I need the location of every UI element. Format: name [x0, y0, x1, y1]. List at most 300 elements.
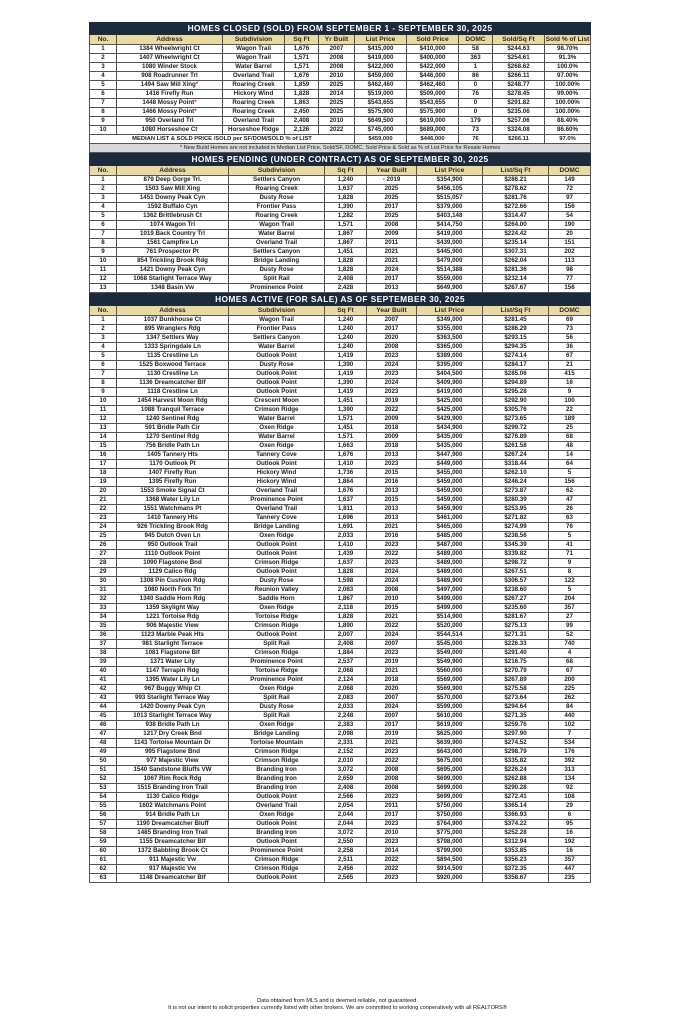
cell-text: 7 — [567, 730, 572, 737]
table-cell — [493, 117, 545, 126]
cell-text: $643,000 — [436, 748, 463, 755]
cell-text: 84 — [566, 703, 573, 710]
cell-text: $312.94 — [504, 838, 527, 845]
table-cell — [549, 424, 591, 433]
cell-text: $259.76 — [504, 721, 527, 728]
table-cell — [407, 63, 459, 72]
table-cell — [117, 613, 229, 622]
cell-text: $297.90 — [504, 730, 527, 737]
table-cell — [117, 212, 229, 221]
cell-text: 1110 Outlook Point — [144, 550, 201, 557]
active-homes-table — [89, 293, 591, 883]
table-cell — [549, 451, 591, 460]
cell-text: 1221 Tortoise Rdg — [145, 613, 200, 620]
cell-text: 363 — [470, 54, 481, 61]
cell-text: $244.63 — [507, 45, 530, 52]
table-row — [90, 640, 591, 649]
cell-text: 13 — [99, 424, 107, 431]
table-cell — [483, 257, 549, 266]
cell-text: 9 — [101, 248, 105, 255]
table-cell — [285, 81, 319, 90]
cell-text: 4 — [101, 343, 105, 350]
cell-text: 1170 Outlook Pt — [149, 460, 196, 467]
table-cell — [459, 99, 493, 108]
cell-text: 911 Majestic Vw — [149, 856, 196, 863]
cell-text: 1,240 — [337, 343, 354, 350]
cell-text: 29 — [99, 568, 107, 575]
table-cell — [90, 640, 117, 649]
table-cell — [117, 604, 229, 613]
cell-text: 761 Prospector Pt — [146, 248, 199, 255]
table-cell — [117, 108, 223, 117]
cell-text: Outlook Point — [256, 874, 297, 881]
table-cell — [367, 757, 417, 766]
cell-text: $366.93 — [504, 811, 527, 818]
table-cell — [483, 685, 549, 694]
cell-text: 21 — [566, 361, 573, 368]
col-header: List Price — [417, 166, 483, 176]
table-cell — [117, 505, 229, 514]
cell-text: 12 — [99, 415, 107, 422]
table-cell — [90, 865, 117, 874]
table-row — [90, 325, 591, 334]
table-cell — [229, 257, 325, 266]
cell-text: $459,900 — [436, 505, 463, 512]
cell-text: 906 Majestic View — [146, 622, 199, 629]
median-sold-price: $446,000 — [407, 135, 459, 144]
cell-text: $775,000 — [436, 829, 463, 836]
table-cell — [367, 176, 417, 185]
table-cell — [549, 847, 591, 856]
cell-text: 52 — [99, 775, 107, 782]
table-cell — [325, 325, 367, 334]
table-cell — [367, 613, 417, 622]
cell-text: 740 — [564, 640, 575, 647]
table-row — [90, 397, 591, 406]
cell-text: 51 — [99, 766, 107, 773]
cell-text: $465,000 — [436, 523, 463, 530]
table-row — [90, 316, 591, 325]
table-row — [90, 685, 591, 694]
cell-text: $699,000 — [436, 793, 463, 800]
table-cell — [549, 469, 591, 478]
cell-text: 908 Roadrunner Trl — [141, 72, 198, 79]
cell-text: 49 — [99, 748, 107, 755]
col-header: Sold/Sq Ft — [493, 35, 545, 45]
cell-text: 2,033 — [337, 703, 354, 710]
cell-text: 1,240 — [337, 325, 354, 332]
table-cell — [459, 63, 493, 72]
cell-text: $271.31 — [504, 631, 527, 638]
cell-text: 156 — [564, 203, 575, 210]
table-cell — [90, 424, 117, 433]
table-row — [90, 874, 591, 883]
table-cell — [417, 802, 483, 811]
cell-text: 2010 — [329, 117, 344, 124]
table-cell — [459, 108, 493, 117]
table-cell — [229, 451, 325, 460]
table-cell — [90, 694, 117, 703]
cell-text: Water Barrel — [258, 415, 295, 422]
table-cell — [325, 487, 367, 496]
cell-text: $254.61 — [507, 54, 530, 61]
cell-text: Crescent Moon — [254, 397, 299, 404]
cell-text: 917 Majestic Vw — [148, 865, 197, 872]
cell-text: Split Rail — [263, 694, 290, 701]
cell-text: $745,000 — [367, 126, 394, 133]
table-cell — [229, 415, 325, 424]
table-cell — [355, 72, 407, 81]
cell-text: 2,054 — [337, 802, 354, 809]
cell-text: 1,240 — [337, 176, 354, 183]
table-row — [90, 221, 591, 230]
cell-text: 1135 Crestline Ln — [147, 352, 198, 359]
cell-text: 967 Buggy Whip Ct — [144, 685, 201, 692]
table-cell — [417, 874, 483, 883]
cell-text: $497,000 — [436, 586, 463, 593]
table-cell — [117, 63, 223, 72]
table-cell — [367, 230, 417, 239]
cell-text: 45 — [99, 712, 107, 719]
cell-text: $275.13 — [504, 622, 527, 629]
table-row — [90, 126, 591, 135]
disclaimer-line-2: It is not our intent to solicit properties currently listed with other brokers. We are committed to working cooperatively with all REALTORS® — [168, 1005, 507, 1011]
cell-text: 39 — [99, 658, 107, 665]
table-cell — [90, 811, 117, 820]
table-cell — [90, 622, 117, 631]
table-cell — [229, 802, 325, 811]
cell-text: $570,000 — [436, 694, 463, 701]
cell-text: 6 — [101, 90, 105, 97]
table-cell — [90, 775, 117, 784]
table-cell — [367, 185, 417, 194]
cell-text: $246.24 — [504, 478, 527, 485]
table-cell — [117, 460, 229, 469]
cell-text: 2011 — [384, 802, 399, 809]
table-cell — [90, 847, 117, 856]
table-cell — [417, 685, 483, 694]
table-cell — [549, 739, 591, 748]
table-cell — [549, 721, 591, 730]
cell-text: 204 — [564, 595, 575, 602]
cell-text: 42 — [99, 685, 107, 692]
cell-text: $235.60 — [504, 604, 527, 611]
cell-text: 415 — [564, 370, 575, 377]
table-cell — [483, 316, 549, 325]
cell-text: 30 — [99, 577, 107, 584]
table-cell — [549, 622, 591, 631]
table-cell — [229, 194, 325, 203]
cell-text: $278.45 — [507, 90, 530, 97]
cell-text: 4 — [101, 203, 105, 210]
table-cell — [90, 802, 117, 811]
table-row — [90, 266, 591, 275]
cell-text: 1485 Branding Iron Trail — [137, 829, 208, 836]
cell-text: 1,240 — [337, 334, 354, 341]
table-cell — [549, 406, 591, 415]
cell-text: 1448 Mossy Point — [142, 99, 195, 106]
table-cell — [483, 433, 549, 442]
cell-text: 2023 — [384, 838, 399, 845]
table-cell — [117, 361, 229, 370]
table-cell — [549, 559, 591, 568]
cell-text: 7 — [101, 99, 105, 106]
table-cell — [483, 838, 549, 847]
cell-text: 2013 — [384, 505, 399, 512]
table-cell — [483, 212, 549, 221]
table-cell — [417, 325, 483, 334]
table-cell — [117, 343, 229, 352]
table-cell — [117, 334, 229, 343]
cell-text: 33 — [99, 604, 107, 611]
cell-text: 10 — [99, 126, 107, 133]
table-row — [90, 604, 591, 613]
cell-text: $232.14 — [504, 275, 527, 282]
table-cell — [417, 865, 483, 874]
table-cell — [325, 424, 367, 433]
cell-text: 1466 Mossy Point — [142, 108, 195, 115]
cell-text: 20 — [566, 230, 573, 237]
table-cell — [483, 343, 549, 352]
table-cell — [117, 221, 229, 230]
cell-text: 895 Wranglers Rdg — [144, 325, 201, 332]
table-cell — [483, 451, 549, 460]
cell-text: 95 — [566, 820, 573, 827]
table-cell — [229, 424, 325, 433]
table-cell — [549, 257, 591, 266]
cell-text: 192 — [564, 838, 575, 845]
cell-text: $599,000 — [436, 703, 463, 710]
table-cell — [325, 460, 367, 469]
cell-text: Outlook Point — [256, 541, 297, 548]
cell-text: $224.42 — [504, 230, 527, 237]
cell-text: 1,451 — [337, 424, 354, 431]
table-cell — [417, 514, 483, 523]
table-cell — [325, 784, 367, 793]
cell-text: $264.00 — [504, 221, 527, 228]
table-cell — [417, 721, 483, 730]
table-cell — [117, 865, 229, 874]
table-cell — [117, 442, 229, 451]
cell-text: 2,659 — [337, 775, 354, 782]
cell-text: 1,571 — [293, 63, 310, 70]
cell-text: 447 — [564, 865, 575, 872]
table-cell — [483, 793, 549, 802]
table-cell — [325, 613, 367, 622]
table-cell — [417, 784, 483, 793]
cell-text: 26 — [566, 505, 573, 512]
pending-homes-table — [89, 153, 591, 293]
table-cell — [325, 802, 367, 811]
table-cell — [367, 730, 417, 739]
table-cell — [117, 856, 229, 865]
table-row — [90, 54, 591, 63]
table-row — [90, 739, 591, 748]
cell-text: 262 — [564, 694, 575, 701]
table-cell — [229, 865, 325, 874]
cell-text: $750,000 — [436, 802, 463, 809]
cell-text: $298.79 — [504, 748, 527, 755]
cell-text: 993 Starlight Terrace Way — [135, 694, 210, 701]
cell-text: $419,000 — [367, 54, 394, 61]
cell-text: 1067 Rim Rock Rdg — [143, 775, 202, 782]
table-cell — [325, 379, 367, 388]
cell-text: 2022 — [329, 126, 344, 133]
cell-text: $306.57 — [504, 577, 527, 584]
cell-text: $299.72 — [504, 424, 527, 431]
table-cell — [319, 72, 355, 81]
col-header: List/Sq Ft — [483, 306, 549, 316]
cell-text: Outlook Point — [256, 388, 297, 395]
table-cell — [325, 334, 367, 343]
cell-text: $699,000 — [436, 784, 463, 791]
table-cell — [325, 874, 367, 883]
cell-text: 1081 Flagstone Blf — [145, 649, 200, 656]
table-cell — [90, 90, 117, 99]
cell-text: 2025 — [329, 81, 344, 88]
col-header: Sold % of List — [545, 36, 590, 43]
cell-text: 6 — [101, 221, 105, 228]
cell-text: $489,900 — [436, 577, 463, 584]
cell-text: $274.14 — [504, 352, 527, 359]
cell-text: 2008 — [329, 63, 344, 70]
table-cell — [229, 541, 325, 550]
table-cell — [549, 685, 591, 694]
cell-text: $292.90 — [504, 397, 527, 404]
table-cell — [229, 757, 325, 766]
cell-text: 2023 — [384, 793, 399, 800]
table-cell — [367, 433, 417, 442]
table-cell — [117, 257, 229, 266]
cell-text: 54 — [566, 212, 573, 219]
cell-text: 6 — [101, 361, 105, 368]
cell-text: $275.58 — [504, 685, 527, 692]
cell-text: Overland Trail — [255, 505, 298, 512]
table-cell — [549, 703, 591, 712]
cell-text: 1,282 — [337, 212, 354, 219]
col-header: DOMC — [549, 306, 591, 316]
table-row — [90, 460, 591, 469]
cell-text: $294.64 — [504, 703, 527, 710]
col-header: List Price — [355, 35, 407, 45]
table-cell — [549, 631, 591, 640]
table-cell — [417, 248, 483, 257]
cell-text: 99.00% — [557, 90, 579, 97]
table-cell — [117, 622, 229, 631]
table-cell — [483, 194, 549, 203]
cell-text: $560,000 — [436, 667, 463, 674]
cell-text: $314.47 — [504, 212, 527, 219]
cell-text: 91.3% — [558, 54, 577, 61]
cell-text: $267.89 — [504, 676, 527, 683]
table-cell — [549, 568, 591, 577]
table-cell — [367, 451, 417, 460]
cell-text: $281.36 — [504, 266, 527, 273]
cell-text: $434,900 — [436, 424, 463, 431]
table-cell — [367, 595, 417, 604]
table-cell — [417, 748, 483, 757]
table-cell — [367, 550, 417, 559]
table-cell — [483, 532, 549, 541]
cell-text: 2,126 — [293, 126, 310, 133]
table-cell — [229, 667, 325, 676]
cell-text: 756 Bridle Path Ln — [145, 442, 200, 449]
new-build-note: * New Build Homes are not included in Median List Price, Sold/SF, DOMC, Sold Price & Sold as % of List Price for Resale Homes — [90, 144, 591, 153]
cell-text: 2,408 — [337, 784, 354, 791]
cell-text: 2023 — [384, 649, 399, 656]
table-cell — [325, 685, 367, 694]
table-row — [90, 829, 591, 838]
cell-text: 2,007 — [337, 631, 354, 638]
table-cell — [229, 221, 325, 230]
table-cell — [325, 397, 367, 406]
cell-text: $226.24 — [504, 766, 527, 773]
cell-text: $575,900 — [367, 108, 394, 115]
cell-text: 1,676 — [293, 72, 310, 79]
cell-text: Split Rail — [263, 275, 290, 282]
cell-text: 5 — [567, 586, 572, 593]
cell-text: 225 — [564, 685, 575, 692]
cell-text: 1 — [473, 63, 478, 70]
col-header: DOMC — [549, 166, 591, 176]
cell-text: 1420 Downy Peak Cyn — [139, 703, 206, 710]
table-cell — [483, 361, 549, 370]
cell-text: Roaring Creek — [232, 81, 275, 88]
cell-text: 100.0% — [557, 63, 579, 70]
table-cell — [90, 874, 117, 883]
cell-text: 2,408 — [337, 275, 354, 282]
table-cell — [319, 99, 355, 108]
cell-text: 2016 — [384, 532, 399, 539]
table-row — [90, 284, 591, 293]
table-cell — [367, 748, 417, 757]
cell-text: $339.82 — [504, 550, 527, 557]
table-cell — [117, 194, 229, 203]
table-cell — [325, 829, 367, 838]
table-cell — [90, 72, 117, 81]
table-cell — [367, 694, 417, 703]
table-cell — [417, 811, 483, 820]
table-row — [90, 388, 591, 397]
cell-text: 1,867 — [337, 230, 354, 237]
cell-text: 2007 — [384, 694, 399, 701]
table-cell — [229, 847, 325, 856]
cell-text: Oxen Ridge — [259, 442, 294, 449]
table-row — [90, 631, 591, 640]
table-cell — [285, 45, 319, 54]
table-cell — [319, 117, 355, 126]
table-cell — [90, 658, 117, 667]
col-header: Address — [117, 166, 229, 176]
table-row — [90, 99, 591, 108]
cell-text: 1,439 — [337, 550, 354, 557]
table-cell — [545, 81, 591, 90]
table-cell — [417, 176, 483, 185]
cell-text: 27 — [99, 550, 107, 557]
col-header: Sq Ft — [325, 166, 367, 176]
table-cell — [117, 126, 223, 135]
cell-text: 1561 Campfire Ln — [146, 239, 199, 246]
table-row — [90, 451, 591, 460]
table-cell — [367, 275, 417, 284]
cell-text: $619,000 — [436, 721, 463, 728]
cell-text: $699,000 — [436, 775, 463, 782]
table-cell — [417, 622, 483, 631]
cell-text: 28 — [99, 559, 107, 566]
table-cell — [117, 523, 229, 532]
table-cell — [417, 595, 483, 604]
table-cell — [549, 649, 591, 658]
